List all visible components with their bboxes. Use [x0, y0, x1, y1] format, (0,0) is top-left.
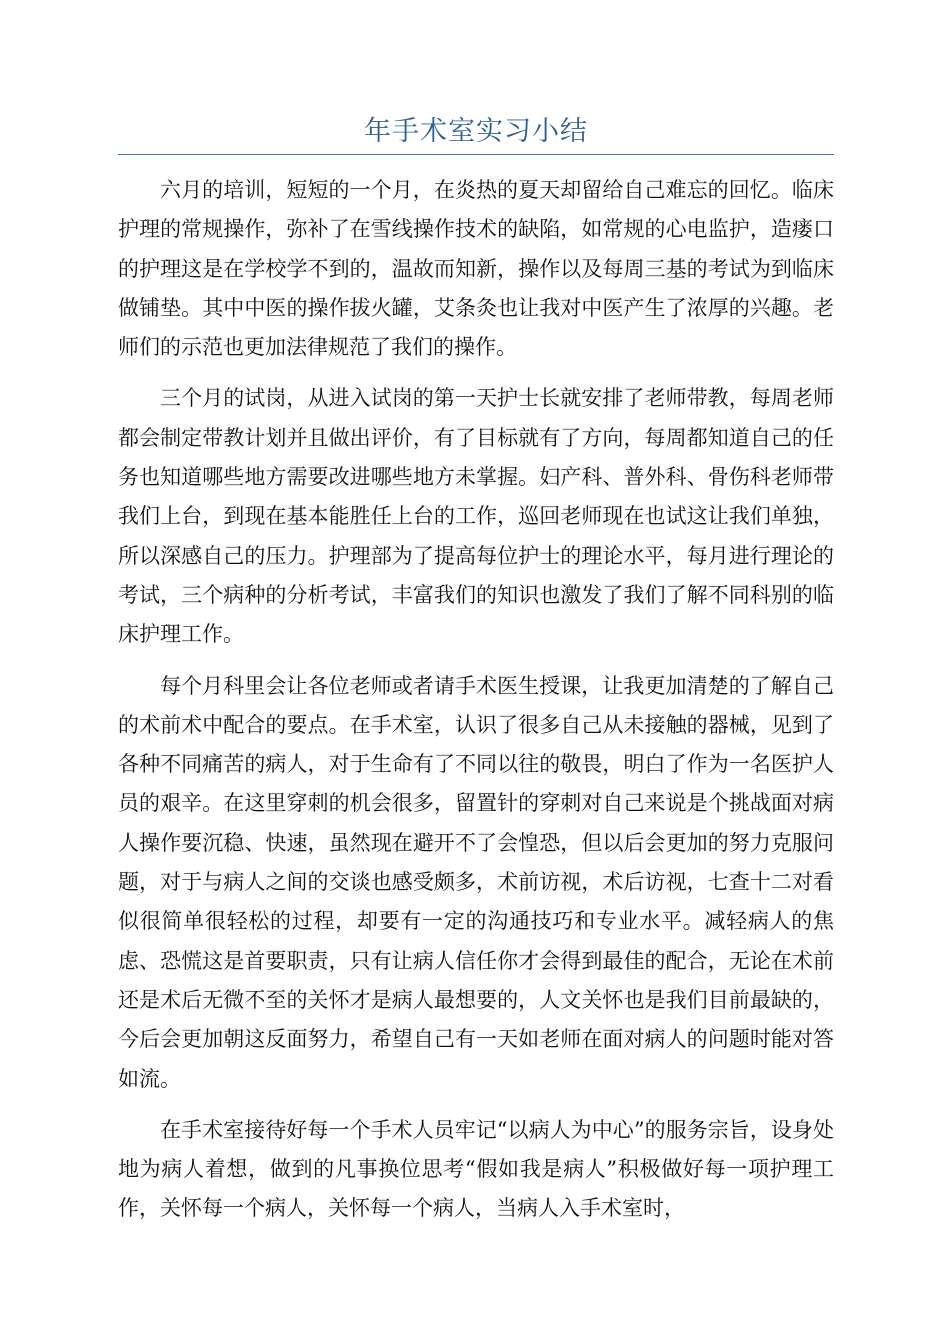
paragraph-4: 在手术室接待好每一个手术人员牢记“以病人为中心”的服务宗旨，设身处地为病人着想，做到的凡事换位思考“假如我是病人”积极做好每一项护理工作，关怀每一个病人，关怀每一个病人，当病人入手术室时，	[118, 1117, 834, 1221]
paragraph-1: 六月的培训，短短的一个月，在炎热的夏天却留给自己难忘的回忆。临床护理的常规操作，弥补了在雪线操作技术的缺陷，如常规的心电监护，造瘘口的护理这是在学校学不到的，温故而知新，操作以及每周三基的考试为到临床做铺垫。其中中医的操作拔火罐，艾条灸也让我对中医产生了浓厚的兴趣。老师们的示范也更加法律规范了我们的操作。	[118, 178, 834, 360]
title-underline	[118, 154, 834, 155]
document-title: 年手术室实习小结	[364, 116, 588, 147]
document-body	[118, 171, 834, 1241]
paragraph-3: 每个月科里会让各位老师或者请手术医生授课，让我更加清楚的了解自己的术前术中配合的要点。在手术室，认识了很多自己从未接触的器械，见到了各种不同痛苦的病人，对于生命有了不同以往的敬畏，明白了作为一名医护人员的艰辛。在这里穿刺的机会很多，留置针的穿刺对自己来说是个挑战面对病人操作要沉稳、快速，虽然现在避开不了会惶恐，但以后会更加的努力克服问题，对于与病人之间的交谈也感受颇多，术前访视，术后访视，七查十二对看似很简单很轻松的过程，却要有一定的沟通技巧和专业水平。减轻病人的焦虑、恐慌这是首要职责，只有让病人信任你才会得到最佳的配合，无论在术前还是术后无微不至的关怀才是病人最想要的，人文关怀也是我们目前最缺的，今后会更加朝这反面努力，希望自己有一天如老师在面对病人的问题时能对答如流。	[118, 673, 834, 1091]
paragraph-2: 三个月的试岗，从进入试岗的第一天护士长就安排了老师带教，每周老师都会制定带教计划并且做出评价，有了目标就有了方向，每周都知道自己的任务也知道哪些地方需要改进哪些地方未掌握。妇产科、普外科、骨伤科老师带我们上台，到现在基本能胜任上台的工作，巡回老师现在也试这让我们单独，所以深感自己的压力。护理部为了提高每位护士的理论水平，每月进行理论的考试，三个病种的分析考试，丰富我们的知识也激发了我们了解不同科别的临床护理工作。	[118, 386, 834, 647]
